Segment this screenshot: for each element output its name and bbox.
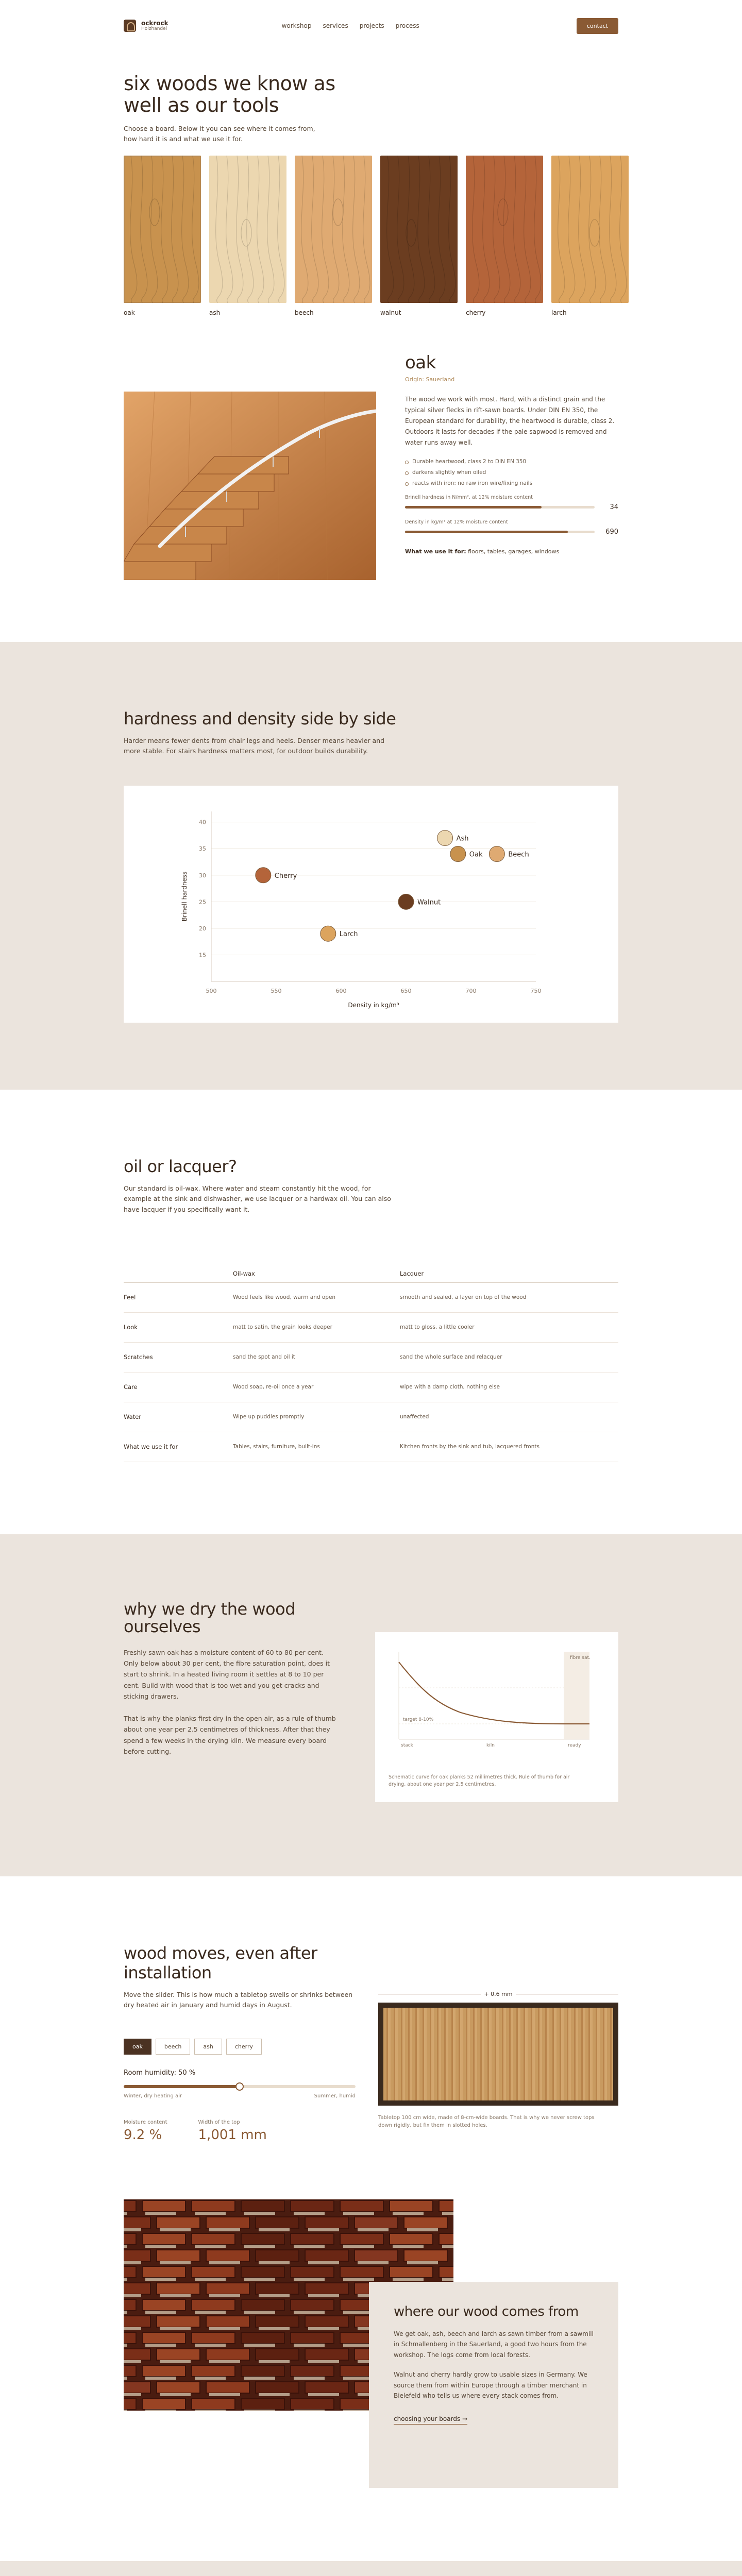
movement-caption: Tabletop 100 cm wide, made of 8-cm-wide boards. That is why we never screw tops down rigidly, but fix them in slotted holes. [378,2114,595,2128]
wood-swatch-name: walnut [380,309,401,316]
density-fill [405,531,568,533]
slider-left-label: Winter, dry heating air [124,2093,182,2099]
x-tick-label: 650 [400,987,412,994]
table-cell: matt to satin, the grain looks deeper [233,1312,400,1342]
wood-bullets [405,459,618,486]
y-tick-label: 35 [199,845,206,853]
slider-right-label: Summer, humid [314,2093,356,2099]
table-row [124,1282,618,1312]
hardness-meter [405,495,618,511]
point-ash[interactable] [437,830,453,845]
wood-movement-section [0,1876,742,2199]
wood-swatch-name: ash [209,309,221,316]
point-walnut[interactable] [398,894,414,909]
table-cell: Look [124,1312,233,1342]
humidity-value: 50 % [178,2069,196,2077]
humidity-slider[interactable] [124,2085,356,2088]
wood-swatch-tile[interactable] [295,156,372,303]
humidity-slider-fill [124,2085,240,2088]
density-value: 690 [605,528,618,536]
contact-button[interactable]: contact [577,18,618,34]
point-oak[interactable] [450,846,466,861]
wood-swatch-tile[interactable] [466,156,543,303]
origin-title: where our wood comes from [394,2303,579,2319]
wood-use [405,548,618,555]
scatter-svg [124,786,618,1023]
wood-bullet: reacts with iron: no raw iron wire/fixing nails [405,480,618,486]
width-stat-label: Width of the top [198,2119,240,2125]
wood-swatch-name: beech [295,309,314,316]
width-dimension [378,1991,618,1997]
wood-swatch-tile[interactable] [380,156,458,303]
wood-swatch-name: oak [124,309,135,316]
tabletop-visual [378,2003,618,2106]
hardness-track [405,506,595,509]
drying-text-2: That is why the planks first dry in the open air, as a rule of thumb about one year per 2.5 centimetres of thickness. After that they spend a few weeks in the drying kiln. We measure every board before cutting. [124,1715,336,1755]
table-cell: Wood soap, re-oil once a year [233,1372,400,1402]
table-cell: Kitchen fronts by the sink and tub, lacquered fronts [400,1432,618,1462]
hero-lead: Choose a board. Below it you can see where it comes from, how hard it is and what we use it for. [124,124,315,143]
origin-section [0,2199,742,2561]
nav-services[interactable]: services [323,22,348,29]
table-row [124,1312,618,1342]
nav-process[interactable]: process [395,22,419,29]
oak-stairs-image [124,392,376,580]
choosing-boards-label: choosing your boards [394,2415,461,2423]
x-tick-label: 600 [335,987,347,994]
wood-swatches [124,156,618,316]
origin-card [369,2282,618,2488]
humidity-slider-handle[interactable] [235,2082,244,2091]
wood-origin: Origin: Sauerland [405,376,455,383]
wood-swatch-beech[interactable] [295,156,372,316]
drying-label-x3: ready [568,1742,581,1748]
table-cell: Care [124,1372,233,1402]
wood-tabs [124,2039,356,2055]
table-cell: Tables, stairs, furniture, built-ins [233,1432,400,1462]
wood-swatch-larch[interactable] [551,156,629,316]
hero-section [0,52,742,316]
movement-title: wood moves, even after installation [124,1943,317,1982]
table-cell: Wipe up puddles promptly [233,1402,400,1432]
site-header [0,0,742,52]
tab-beech[interactable]: beech [156,2039,191,2055]
x-tick-label: 550 [271,987,282,994]
point-label: Ash [456,835,469,843]
finish-text: Our standard is oil-wax. Where water and steam constantly hit the wood, for example at the sink and dishwasher, we use lacquer or a hardwax oil. You can also have lacquer if you specifically want it. [124,1184,391,1214]
wood-swatch-cherry[interactable] [466,156,543,316]
y-axis-label: Brinell hardness [181,871,188,922]
wood-bullet: Durable heartwood, class 2 to DIN EN 350 [405,459,618,465]
finish-title: oil or lacquer? [124,1156,237,1176]
drying-chart-card [375,1632,618,1802]
tab-oak[interactable]: oak [124,2039,151,2055]
table-cell: What we use it for [124,1432,233,1462]
hardness-fill [405,506,542,509]
wood-use-text: floors, tables, garages, windows [468,548,560,555]
y-tick-label: 30 [199,872,206,879]
arrow-right-icon: → [462,2415,468,2423]
wood-title: oak [405,352,436,373]
table-cell: wipe with a damp cloth, nothing else [400,1372,618,1402]
tabletop-board [383,2008,613,2100]
wood-use-label: What we use it for: [405,548,466,555]
nav-workshop[interactable]: workshop [281,22,312,29]
table-row [124,1372,618,1402]
drying-curve-chart [389,1647,595,1750]
dimension-label: + 0.6 mm [484,1990,513,1997]
point-label: Cherry [274,872,297,880]
table-row [124,1432,618,1462]
wood-swatch-oak[interactable] [124,156,201,316]
table-header [124,1265,233,1283]
logo[interactable] [124,20,168,32]
drying-label-target: target 8-10% [403,1717,434,1722]
tab-ash[interactable]: ash [194,2039,222,2055]
brand-sub: Holzhandel [141,26,167,31]
table-header-row [124,1265,618,1283]
table-row [124,1342,618,1372]
y-tick-label: 25 [199,899,206,906]
hardness-text: Harder means fewer dents from chair legs and heels. Denser means heavier and more stable. For stairs hardness matters most, for outdoor builds durability. [124,736,385,755]
wood-swatch-ash[interactable] [209,156,286,316]
y-tick-label: 15 [199,952,206,959]
finish-table [124,1265,618,1462]
hero-title: six woods we know as well as our tools [124,72,335,116]
table-cell: sand the whole surface and relacquer [400,1342,618,1372]
hardness-density-chart [124,786,618,1023]
table-cell: sand the spot and oil it [233,1342,400,1372]
point-cherry[interactable] [256,868,271,883]
finish-section [0,1090,742,1534]
density-track [405,531,595,533]
humidity-label: Room humidity: [124,2069,176,2077]
drying-label-x1: stack [401,1742,413,1748]
samples-section [0,2561,742,2576]
table-cell: Wood feels like wood, warm and open [233,1282,400,1312]
table-header: Oil-wax [233,1265,400,1283]
wood-bullet: darkens slightly when oiled [405,469,618,476]
hardness-value: 34 [610,503,618,511]
hardness-label: Brinell hardness in N/mm², at 12% moisture content [405,494,533,500]
table-cell: matt to gloss, a little cooler [400,1312,618,1342]
point-beech[interactable] [489,846,504,861]
wood-swatch-tile[interactable] [209,156,286,303]
table-cell: Feel [124,1282,233,1312]
drying-label-x2: kiln [486,1742,495,1748]
nav-projects[interactable]: projects [359,22,384,29]
x-tick-label: 750 [530,987,542,994]
choosing-boards-link[interactable] [394,2415,467,2425]
wood-detail-section [0,316,742,642]
wood-info [405,352,618,580]
drying-caption: Schematic curve for oak planks 52 millimetres thick. Rule of thumb for air drying, about one year per 2.5 centimetres. [389,1774,570,1788]
table-cell: smooth and sealed, a layer on top of the wood [400,1282,618,1312]
wood-swatch-walnut[interactable] [380,156,458,316]
point-label: Walnut [417,899,441,907]
brand-name: ockrock [141,19,168,27]
moisture-stat [124,2120,167,2143]
density-meter [405,519,618,536]
table-cell: Scratches [124,1342,233,1372]
width-stat [198,2120,267,2143]
drying-title: why we dry the wood ourselves [124,1599,295,1637]
wood-swatch-tile[interactable] [551,156,629,303]
origin-text-1: We get oak, ash, beech and larch as sawn timber from a sawmill in Schmallenberg in the Sauerland, a good two hours from the workshop. The logs come from local forests. [394,2330,594,2359]
moisture-stat-label: Moisture content [124,2119,167,2125]
point-label: Oak [469,851,483,859]
wood-swatch-tile[interactable] [124,156,201,303]
point-label: Larch [339,930,358,939]
hardness-title: hardness and density side by side [124,708,396,728]
movement-text: Move the slider. This is how much a tabletop swells or shrinks between dry heated air in January and humid days in August. [124,1990,353,2009]
origin-text-2: Walnut and cherry hardly grow to usable sizes in Germany. We source them from within Europe through a timber merchant in Bielefeld who tells us where every stack comes from. [394,2371,587,2400]
table-cell: Water [124,1402,233,1432]
point-label: Beech [508,851,529,859]
wood-swatch-name: larch [551,309,567,316]
moisture-stat-value: 9.2 % [124,2127,162,2143]
y-tick-label: 40 [199,819,206,826]
x-tick-label: 700 [465,987,477,994]
table-cell: unaffected [400,1402,618,1432]
density-label: Density in kg/m³ at 12% moisture content [405,519,508,525]
hardness-section [0,642,742,1090]
tab-cherry[interactable]: cherry [226,2039,262,2055]
y-tick-label: 20 [199,925,206,932]
width-stat-value: 1,001 mm [198,2127,267,2143]
drying-text-1: Freshly sawn oak has a moisture content of 60 to 80 per cent. Only below about 30 per cent, the fibre saturation point, does it start to shrink. In a heated living room it settles at 8 to 10 per cent. Build with wood that is too wet and you get cracks and sticking drawers. [124,1648,330,1700]
table-row [124,1402,618,1432]
main-nav [282,22,419,29]
table-header: Lacquer [400,1265,618,1283]
x-axis-label: Density in kg/m³ [348,1001,399,1009]
drying-section [0,1534,742,1876]
wood-description: The wood we work with most. Hard, with a distinct grain and the typical silver flecks in rift-sawn boards. Under DIN EN 350, the European standard for durability, the heartwood is durable, class 2. Outdoors it lasts for decades if the pale sapwood is removed and water runs away well. [405,395,615,446]
humidity-readout [124,2069,356,2077]
drying-label-top: fibre sat. [570,1655,591,1660]
logo-mark-icon [124,20,136,32]
x-tick-label: 500 [206,987,217,994]
point-larch[interactable] [321,926,336,941]
wood-swatch-name: cherry [466,309,486,316]
